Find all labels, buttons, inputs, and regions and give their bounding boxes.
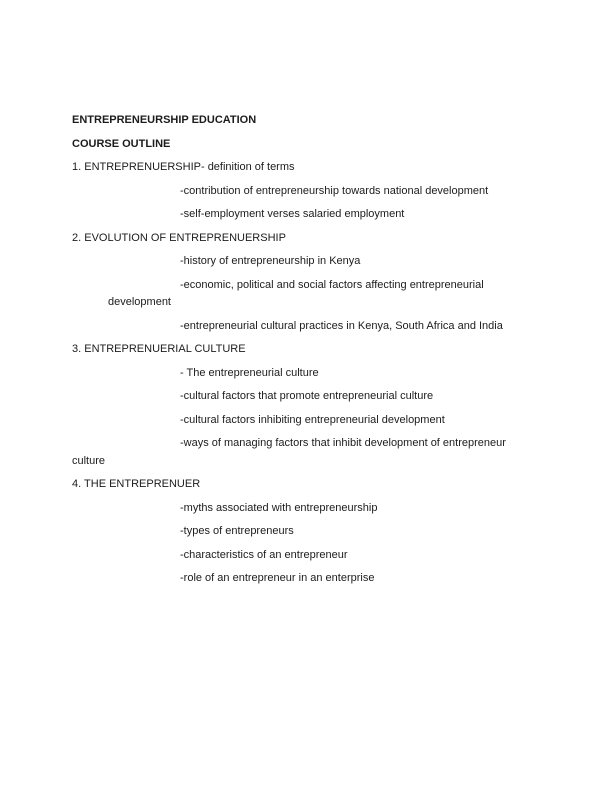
outline-item: -myths associated with entrepreneurship (180, 501, 378, 514)
outline-item: -history of entrepreneurship in Kenya (180, 255, 361, 267)
section-heading-3: 3. ENTREPRENUERIAL CULTURE (72, 343, 246, 355)
outline-item: -characteristics of an entrepreneur (180, 548, 348, 561)
outline-item: -contribution of entrepreneurship towards national development (180, 184, 489, 197)
outline-item: -cultural factors that promote entrepreneurial culture (180, 390, 434, 402)
outline-item: -self-employment verses salaried employment (180, 208, 405, 220)
wrap-continuation: development (108, 296, 171, 308)
section-heading-4: 4. THE ENTREPRENUER (72, 478, 201, 490)
course-outline-heading: COURSE OUTLINE (72, 137, 171, 150)
outline-item: -types of entrepreneurs (180, 525, 294, 537)
outline-item: -cultural factors inhibiting entrepreneurial development (180, 413, 445, 426)
outline-item: - The entrepreneurial culture (180, 366, 319, 379)
section-heading-2: 2. EVOLUTION OF ENTREPRENUERSHIP (72, 231, 286, 244)
outline-item: -role of an entrepreneur in an enterprise (180, 572, 375, 584)
page-title: ENTREPRENEURSHIP EDUCATION (72, 114, 257, 126)
outline-item: -ways of managing factors that inhibit development of entrepreneur (180, 437, 506, 449)
section-heading-1: 1. ENTREPRENUERSHIP- definition of terms (72, 161, 295, 173)
outline-item: -economic, political and social factors affecting entrepreneurial (180, 278, 484, 291)
wrap-continuation: culture (72, 454, 106, 467)
outline-item: -entrepreneurial cultural practices in Kenya, South Africa and India (180, 319, 503, 332)
